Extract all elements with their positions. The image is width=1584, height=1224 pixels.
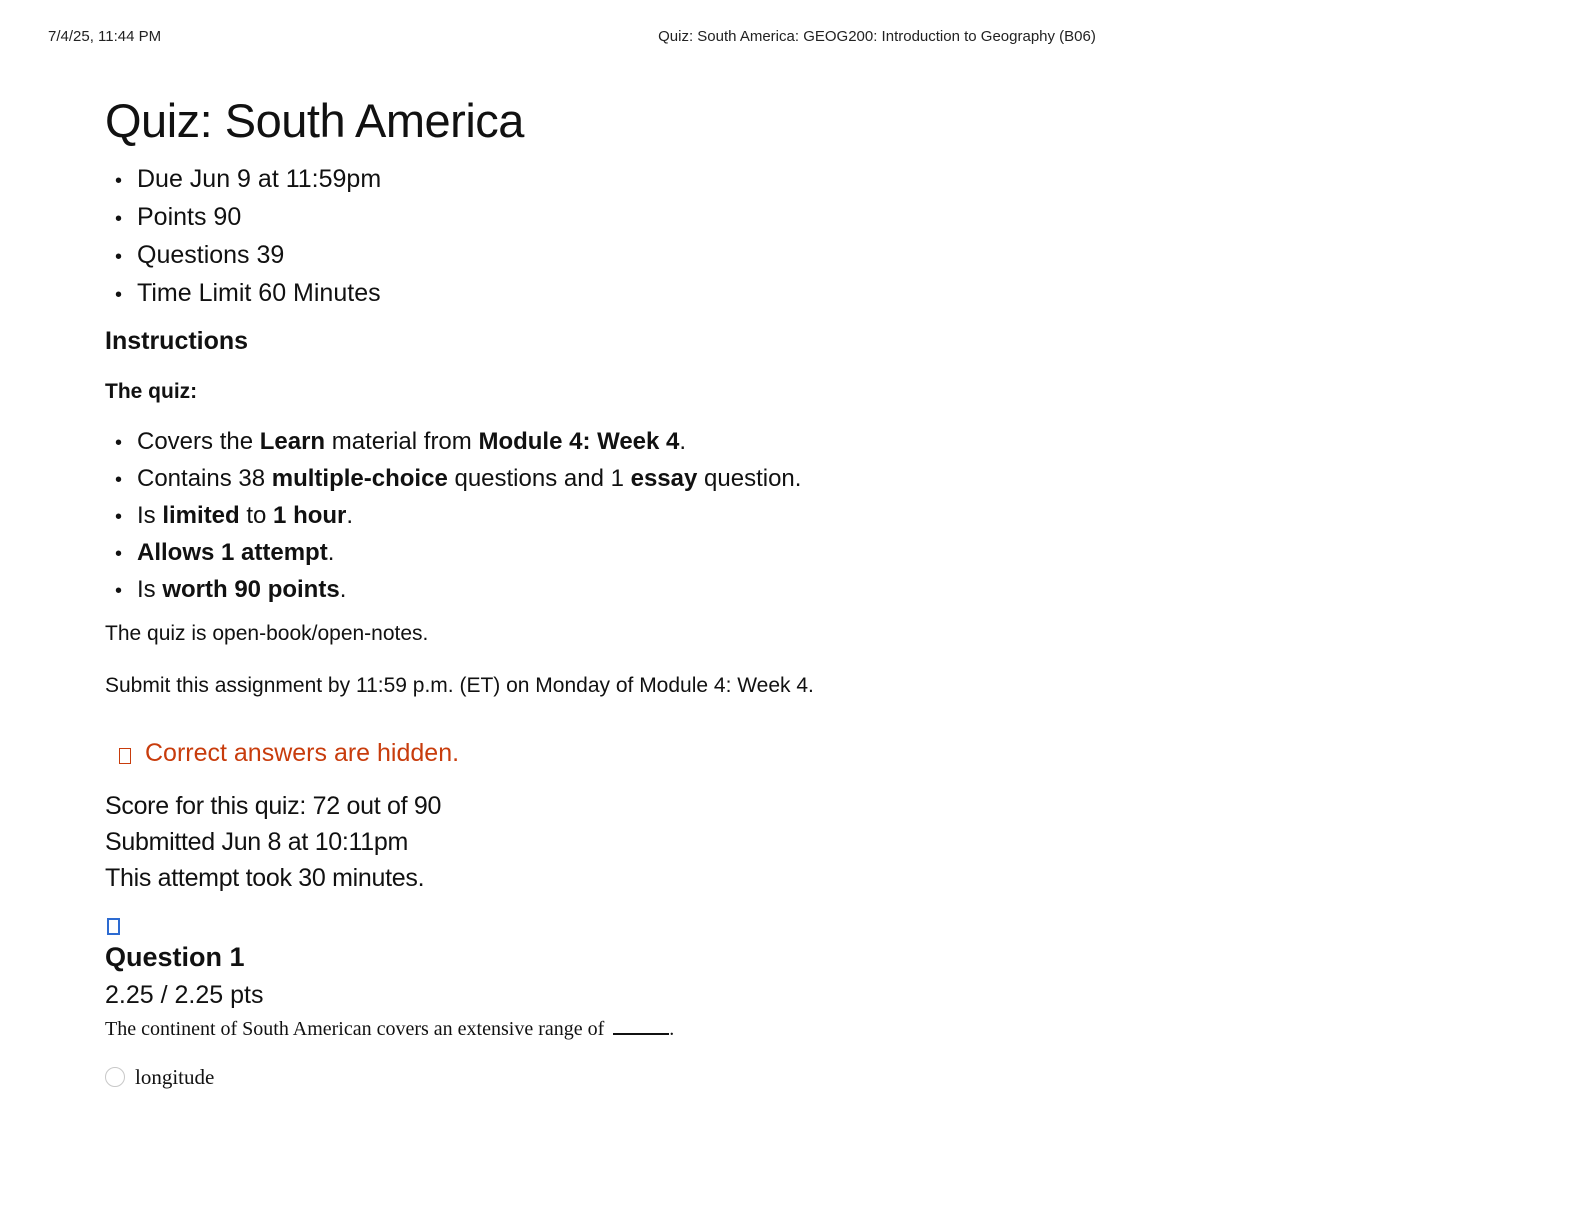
instruction-item: • Contains 38 multiple-choice questions and 1 essay question.: [115, 461, 1105, 498]
instructions-heading: Instructions: [105, 326, 249, 355]
submission-note: Submit this assignment by 11:59 p.m. (ET) on Monday of Module 4: Week 4.: [105, 673, 814, 697]
open-book-note: The quiz is open-book/open-notes.: [105, 621, 429, 645]
answer-option-label: longitude: [135, 1064, 215, 1089]
quiz-score: Score for this quiz: 72 out of 90: [105, 791, 442, 820]
instruction-item: • Covers the Learn material from Module 4: Week 4.: [115, 424, 1105, 461]
print-timestamp: 7/4/25, 11:44 PM: [48, 28, 162, 45]
info-icon: [119, 748, 131, 764]
radio-button[interactable]: [105, 1067, 125, 1087]
quiz-title: Quiz: South America: [105, 94, 524, 147]
instruction-item: • Is worth 90 points.: [115, 572, 1105, 609]
question-points: 2.25 / 2.25 pts: [105, 980, 264, 1009]
hidden-answers-text: Correct answers are hidden.: [145, 738, 460, 767]
meta-time-limit: • Time Limit 60 Minutes: [115, 275, 1105, 313]
submitted-time: Submitted Jun 8 at 10:11pm: [105, 827, 409, 856]
quiz-meta-list: [105, 161, 1105, 313]
meta-due: • Due Jun 9 at 11:59pm: [115, 161, 1105, 199]
meta-points: • Points 90: [115, 199, 1105, 237]
meta-questions: • Questions 39: [115, 237, 1105, 275]
answer-option[interactable]: [105, 1065, 1105, 1090]
attempt-summary: [105, 788, 1105, 896]
answer-blank: [613, 1033, 669, 1035]
hidden-answers-notice: [119, 739, 1105, 768]
attempt-duration: This attempt took 30 minutes.: [105, 863, 425, 892]
quiz-content: [105, 95, 1105, 1090]
print-header: [0, 28, 1584, 48]
question-title: Question 1: [105, 941, 245, 972]
instruction-item: • Allows 1 attempt.: [115, 535, 1105, 572]
print-page-title: Quiz: South America: GEOG200: Introduction to Geography (B06): [658, 28, 1096, 45]
flag-question-icon[interactable]: [107, 918, 120, 935]
instructions-list: [105, 424, 1105, 609]
instructions-subheading: The quiz:: [105, 379, 198, 403]
instruction-item: • Is limited to 1 hour.: [115, 498, 1105, 535]
question-text: The continent of South American covers an extensive range of .: [105, 1017, 675, 1040]
